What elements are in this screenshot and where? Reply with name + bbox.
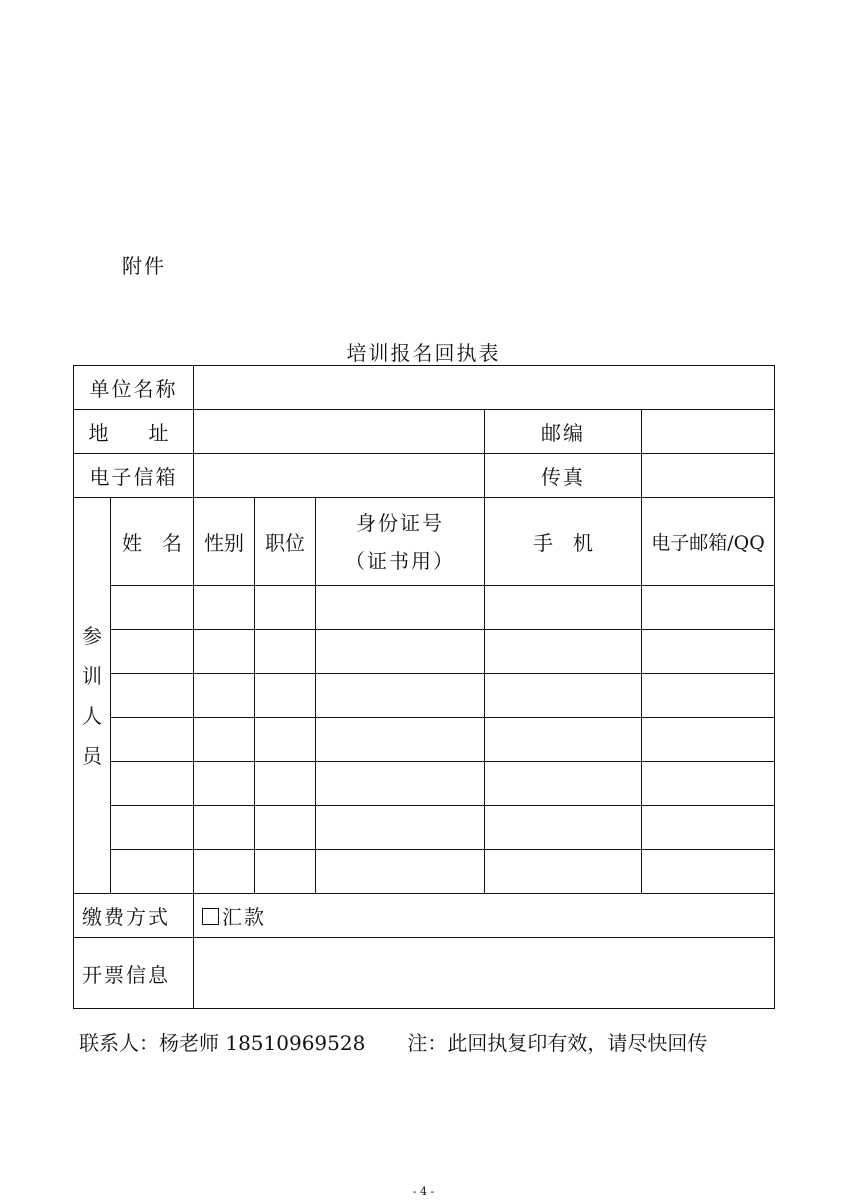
form-title: 培训报名回执表 (346, 341, 501, 365)
unit-name-field[interactable] (194, 366, 775, 410)
table-row (74, 718, 775, 762)
cell[interactable] (485, 762, 642, 806)
cell[interactable] (316, 762, 485, 806)
cell[interactable] (255, 718, 316, 762)
table-row (74, 586, 775, 630)
attachment-label: 附件 (122, 254, 166, 278)
cell[interactable] (111, 850, 194, 894)
cell[interactable] (642, 762, 775, 806)
invoice-info-label: 开票信息 (74, 938, 194, 1009)
col-id-header-line2: （证书用） (345, 548, 455, 573)
cell[interactable] (111, 762, 194, 806)
contact-info: 联系人：杨老师 18510969528 (79, 1031, 366, 1055)
cell[interactable] (194, 586, 255, 630)
table-row (74, 850, 775, 894)
cell[interactable] (642, 718, 775, 762)
cell[interactable] (485, 674, 642, 718)
payment-method-field (194, 894, 775, 938)
participants-char: 人 (82, 703, 102, 728)
cell[interactable] (194, 806, 255, 850)
cell[interactable] (111, 630, 194, 674)
cell[interactable] (255, 806, 316, 850)
invoice-info-field[interactable] (194, 938, 775, 1009)
postcode-field[interactable] (642, 410, 775, 454)
cell[interactable] (642, 674, 775, 718)
col-email-qq-header: 电子邮箱/QQ (642, 498, 775, 586)
cell[interactable] (485, 850, 642, 894)
cell[interactable] (485, 586, 642, 630)
participants-label (74, 498, 111, 894)
postcode-label: 邮编 (485, 410, 642, 454)
col-id-header (316, 498, 485, 586)
payment-method-label: 缴费方式 (74, 894, 194, 938)
cell[interactable] (194, 762, 255, 806)
cell[interactable] (642, 806, 775, 850)
table-row (74, 630, 775, 674)
cell[interactable] (255, 630, 316, 674)
col-gender-header: 性别 (194, 498, 255, 586)
email-field[interactable] (194, 454, 485, 498)
cell[interactable] (194, 630, 255, 674)
cell[interactable] (485, 718, 642, 762)
unit-name-label: 单位名称 (74, 366, 194, 410)
cell[interactable] (255, 586, 316, 630)
footer (79, 1027, 707, 1056)
col-id-header-line1: 身份证号 (356, 510, 444, 535)
address-label: 地 址 (74, 410, 194, 454)
table-row (74, 674, 775, 718)
page-number: - 4 - (412, 1185, 435, 1198)
cell[interactable] (642, 630, 775, 674)
cell[interactable] (194, 850, 255, 894)
cell[interactable] (111, 806, 194, 850)
col-position-header: 职位 (255, 498, 316, 586)
participants-char: 训 (82, 663, 102, 688)
cell[interactable] (255, 762, 316, 806)
cell[interactable] (642, 586, 775, 630)
col-mobile-header: 手 机 (485, 498, 642, 586)
participants-char: 参 (82, 623, 102, 648)
cell[interactable] (642, 850, 775, 894)
cell[interactable] (316, 674, 485, 718)
cell[interactable] (316, 630, 485, 674)
address-field[interactable] (194, 410, 485, 454)
cell[interactable] (111, 718, 194, 762)
cell[interactable] (316, 806, 485, 850)
remittance-label: 汇款 (222, 905, 266, 929)
table-row (74, 806, 775, 850)
remittance-checkbox[interactable] (202, 908, 219, 925)
email-label: 电子信箱 (74, 454, 194, 498)
cell[interactable] (111, 586, 194, 630)
cell[interactable] (316, 586, 485, 630)
cell[interactable] (316, 850, 485, 894)
cell[interactable] (485, 806, 642, 850)
cell[interactable] (316, 718, 485, 762)
table-row (74, 762, 775, 806)
cell[interactable] (194, 718, 255, 762)
participants-char: 员 (82, 743, 102, 768)
fax-field[interactable] (642, 454, 775, 498)
cell[interactable] (111, 674, 194, 718)
cell[interactable] (485, 630, 642, 674)
footer-note: 注：此回执复印有效，请尽快回传 (407, 1031, 708, 1055)
cell[interactable] (255, 850, 316, 894)
col-name-header: 姓 名 (111, 498, 194, 586)
cell[interactable] (255, 674, 316, 718)
registration-table (73, 365, 775, 1009)
cell[interactable] (194, 674, 255, 718)
fax-label: 传真 (485, 454, 642, 498)
